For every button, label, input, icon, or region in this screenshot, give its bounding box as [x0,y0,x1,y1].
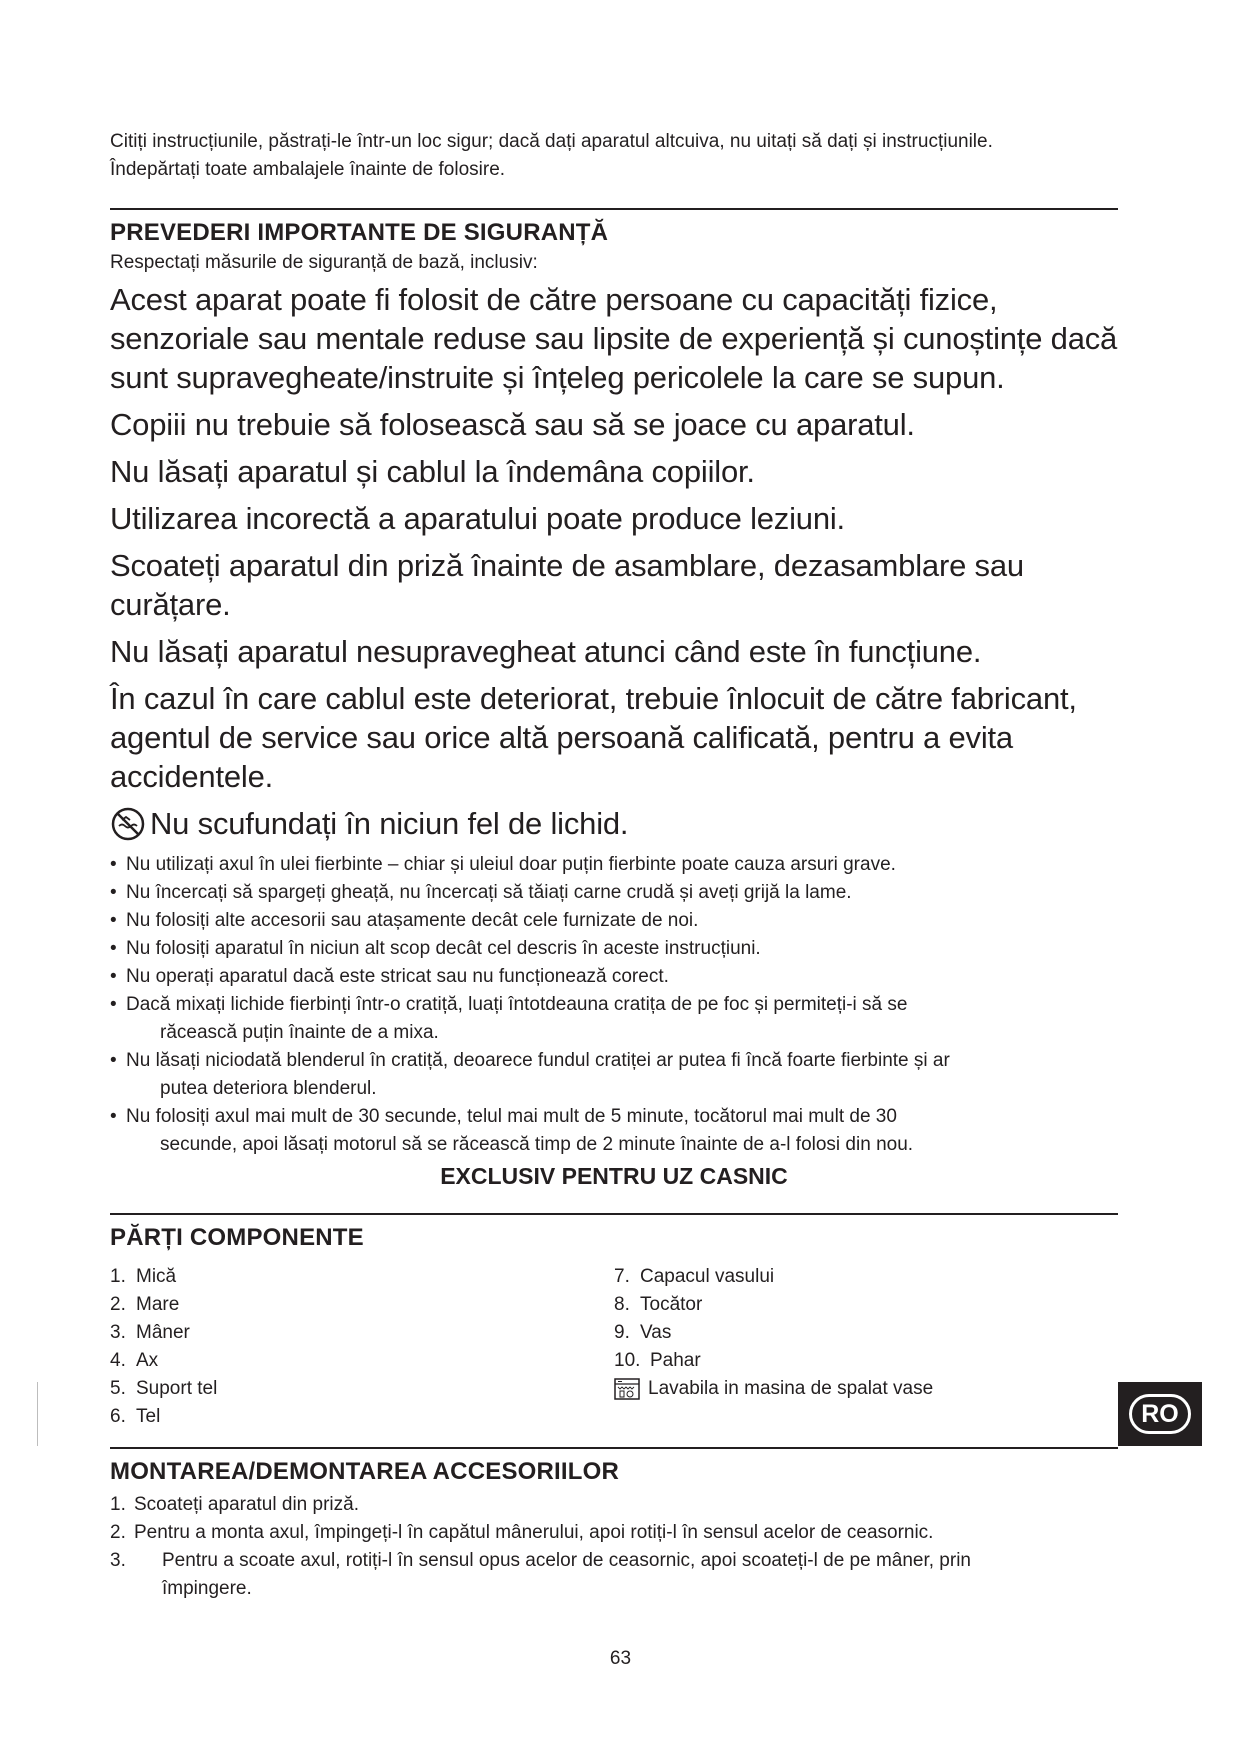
part-number: 7. [614,1266,630,1287]
part-number: 8. [614,1294,630,1315]
bullet-text: Nu utilizați axul în ulei fierbinte – chiar și uleiul doar puțin fierbinte poate cauza arsuri grave. [126,854,896,875]
step-text: Pentru a monta axul, împingeți-l în capătul mânerului, apoi rotiți-l în sensul acelor de ceasornic. [134,1522,934,1543]
no-immersion-text: Nu scufundați în niciun fel de lichid. [150,806,629,841]
safety-warning: Copiii nu trebuie să folosească sau să se joace cu aparatul. [110,407,915,442]
bullet-text: Nu folosiți axul mai mult de 30 secunde, telul mai mult de 5 minute, tocătorul mai mult de 30 [126,1106,897,1127]
no-immersion-warning [110,804,1118,843]
bullet-text-continuation: secunde, apoi lăsați motorul să se răcească timp de 2 minute înainte de a-l folosi din nou. [160,1134,914,1155]
list-item [110,879,1118,907]
bullet-text-continuation: putea deteriora blenderul. [160,1078,377,1099]
bullet-text: Nu folosiți alte accesorii sau atașamente decât cele furnizate de noi. [126,910,699,931]
bullet-text-continuation: răcească puțin înainte de a mixa. [160,1022,439,1043]
section-divider [110,1447,1118,1449]
part-number: 9. [614,1322,630,1343]
list-item [110,1103,1118,1159]
dishwasher-note [614,1375,1118,1403]
list-item [614,1291,1118,1319]
parts-column-right [614,1263,1118,1431]
part-number: 10. [614,1350,641,1371]
list-item [614,1347,1118,1375]
list-item [110,1403,614,1431]
safety-subheading: Respectați măsurile de siguranță de bază, inclusiv: [110,252,538,273]
safety-warning: Scoateți aparatul din priză înainte de asamblare, dezasamblare sau curățare. [110,548,1024,622]
assembly-steps [110,1491,1118,1603]
bullet-text: Nu folosiți aparatul în niciun alt scop decât cel descris în aceste instrucțiuni. [126,938,761,959]
parts-heading: PĂRȚI COMPONENTE [110,1224,364,1251]
list-item [110,1347,614,1375]
bullet-text: Nu încercați să spargeți gheață, nu încercați să tăiați carne crudă și aveți grijă la lame. [126,882,852,903]
part-label: Tel [136,1406,161,1427]
intro-line-2: Îndepărtați toate ambalajele înainte de folosire. [110,159,506,180]
safety-warning: Nu lăsați aparatul nesupravegheat atunci când este în funcțiune. [110,634,982,669]
page-edge-mark [37,1382,38,1446]
step-text-continuation: împingere. [162,1578,252,1599]
list-item [110,1263,614,1291]
step-number: 3. [110,1550,126,1571]
part-label: Vas [640,1322,672,1343]
dishwasher-icon [614,1378,640,1400]
list-item [110,963,1118,991]
safety-warning: Acest aparat poate fi folosit de către persoane cu capacități fizice, senzoriale sau mentale reduse sau lipsite de experiență și cunoștințe dacă sunt supravegheate/instruite și înțeleg pericolele la care se supun. [110,282,1118,395]
list-item [614,1263,1118,1291]
safety-warning: Nu lăsați aparatul și cablul la îndemâna copiilor. [110,454,755,489]
list-item [110,1047,1118,1103]
section-divider [110,1213,1118,1215]
part-number: 4. [110,1350,126,1371]
dishwasher-label: Lavabila in masina de spalat vase [648,1378,934,1399]
list-item [110,907,1118,935]
list-item [110,991,1118,1047]
step-text: Scoateți aparatul din priză. [134,1494,359,1515]
list-item [110,1491,1118,1519]
part-number: 3. [110,1322,126,1343]
safety-warning: Utilizarea incorectă a aparatului poate produce leziuni. [110,501,845,536]
part-label: Ax [136,1350,159,1371]
list-item [614,1319,1118,1347]
safety-warning: În cazul în care cablul este deteriorat, trebuie înlocuit de către fabricant, agentul de service sau orice altă persoană calificată, pentru a evita accidentele. [110,681,1077,794]
language-badge [1118,1382,1202,1446]
assembly-heading: MONTAREA/DEMONTAREA ACCESORIILOR [110,1458,620,1485]
step-number: 1. [110,1494,126,1515]
parts-column-left [110,1263,614,1431]
part-label: Pahar [650,1350,701,1371]
part-number: 5. [110,1378,126,1399]
section-divider [110,208,1118,210]
no-immersion-icon [110,806,146,842]
part-label: Mare [136,1294,180,1315]
list-item [110,1375,614,1403]
bullet-text: Dacă mixați lichide fierbinți într-o cratiță, luați întotdeauna cratița de pe foc și permiteți-i să se [126,994,908,1015]
bullet-text: Nu operați aparatul dacă este stricat sau nu funcționează corect. [126,966,669,987]
language-badge-oval [1129,1394,1191,1434]
language-code: RO [1141,1399,1179,1428]
bullet-text: Nu lăsați niciodată blenderul în cratiță, deoarece fundul cratiței ar putea fi încă foarte fierbinte și ar [126,1050,950,1071]
list-item [110,935,1118,963]
part-label: Capacul vasului [640,1266,775,1287]
safety-bullet-list [110,851,1118,1159]
intro-line-1: Citiți instrucțiunile, păstrați-le într-un loc sigur; dacă dați aparatul altcuiva, nu uitați să dați și instrucțiunile. [110,131,993,152]
part-label: Suport tel [136,1378,218,1399]
list-item [110,851,1118,879]
step-text-wrap [162,1547,971,1603]
part-label: Mâner [136,1322,190,1343]
step-number: 2. [110,1522,126,1543]
part-label: Tocător [640,1294,703,1315]
part-number: 6. [110,1406,126,1427]
step-text: Pentru a scoate axul, rotiți-l în sensul opus acelor de ceasornic, apoi scoateți-l de pe mâner, prin [162,1550,971,1571]
list-item [110,1547,1118,1603]
page-content [110,128,1118,1603]
list-item [110,1319,614,1347]
list-item [110,1291,614,1319]
part-number: 1. [110,1266,126,1287]
part-number: 2. [110,1294,126,1315]
intro-text [110,128,1118,184]
safety-heading: PREVEDERI IMPORTANTE DE SIGURANȚĂ [110,219,609,246]
list-item [110,1519,1118,1547]
parts-list [110,1263,1118,1431]
page-number: 63 [609,1648,632,1669]
part-label: Mică [136,1266,177,1287]
household-use-only: EXCLUSIV PENTRU UZ CASNIC [440,1163,788,1189]
